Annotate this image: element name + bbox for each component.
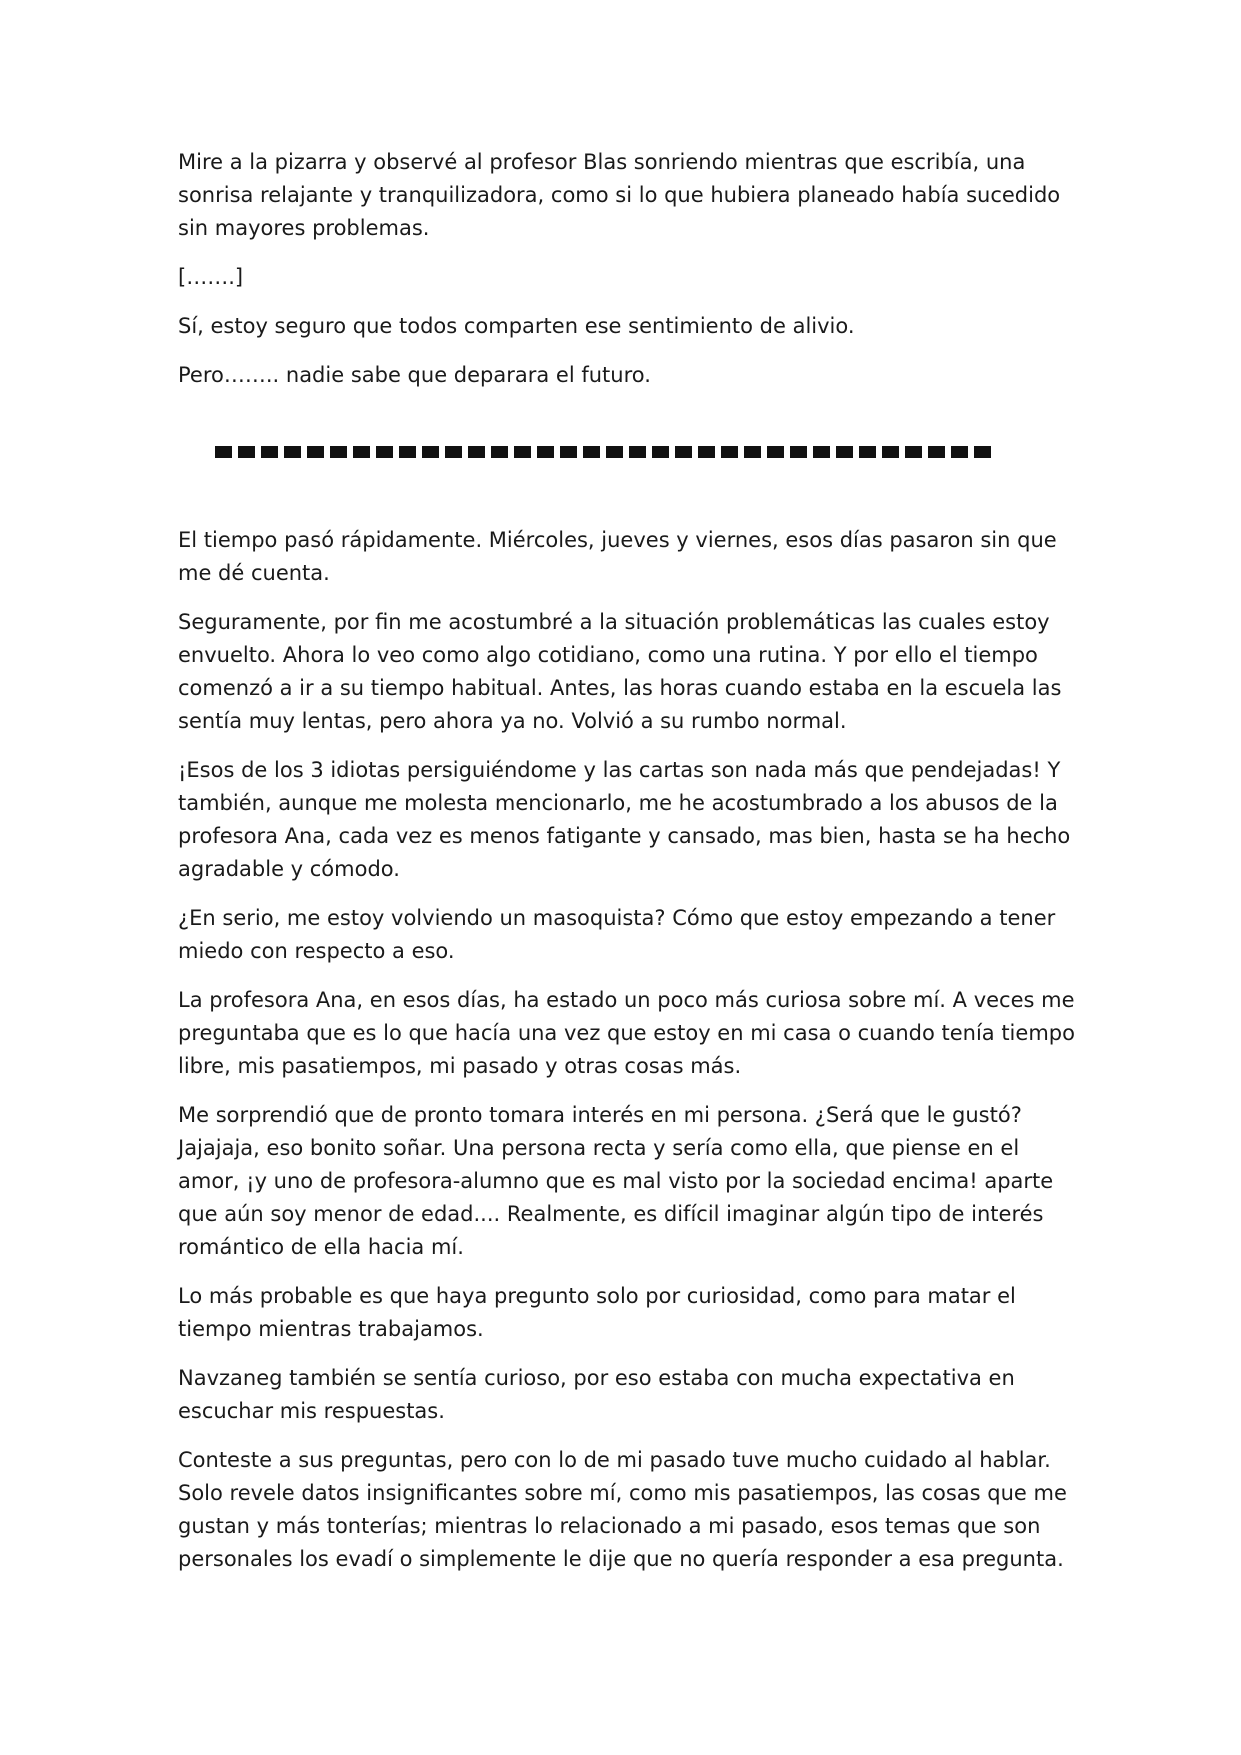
paragraph: El tiempo pasó rápidamente. Miércoles, jueves y viernes, esos días pasaron sin que me dé cuenta. (178, 528, 1057, 585)
paragraph: Conteste a sus preguntas, pero con lo de mi pasado tuve mucho cuidado al hablar. Solo revele datos insignificantes sobre mí, como mis pasatiempos, las cosas que me gustan y más tonterías; mientras lo relacionado a mi pasado, esos temas que son personales los evadí o simplemente le dije que no quería responder a esa pregunta. (178, 1448, 1067, 1571)
paragraph: Navzaneg también se sentía curioso, por eso estaba con mucha expectativa en escuchar mis respuestas. (178, 1366, 1015, 1423)
paragraph: ¿En serio, me estoy volviendo un masoquista? Cómo que estoy empezando a tener miedo con respecto a eso. (178, 906, 1056, 963)
paragraph: Mire a la pizarra y observé al profesor Blas sonriendo mientras que escribía, una sonrisa relajante y tranquilizadora, como si lo que hubiera planeado había sucedido sin mayores problemas. (178, 150, 1061, 240)
paragraph: Pero…….. nadie sabe que deparara el futuro. (178, 363, 651, 387)
paragraph: Sí, estoy seguro que todos comparten ese sentimiento de alivio. (178, 314, 855, 338)
scene-break-divider (215, 446, 992, 458)
paragraph: ¡Esos de los 3 idiotas persiguiéndome y las cartas son nada más que pendejadas! Y también, aunque me molesta mencionarlo, me he acostumbrado a los abusos de la profesora Ana, cada vez es menos fatigante y cansado, mas bien, hasta se ha hecho agradable y cómodo. (178, 758, 1071, 881)
section-before-break (178, 146, 1078, 408)
paragraph: Lo más probable es que haya pregunto solo por curiosidad, como para matar el tiempo mientras trabajamos. (178, 1284, 1016, 1341)
paragraph: Seguramente, por fin me acostumbré a la situación problemáticas las cuales estoy envuelto. Ahora lo veo como algo cotidiano, como una rutina. Y por ello el tiempo comenzó a ir a su tiempo habitual. Antes, las horas cuando estaba en la escuela las sentía muy lentas, pero ahora ya no. Volvió a su rumbo normal. (178, 610, 1062, 733)
section-after-break (178, 524, 1078, 1592)
paragraph: La profesora Ana, en esos días, ha estado un poco más curiosa sobre mí. A veces me preguntaba que es lo que hacía una vez que estoy en mi casa o cuando tenía tiempo libre, mis pasatiempos, mi pasado y otras cosas más. (178, 988, 1075, 1078)
paragraph: Me sorprendió que de pronto tomara interés en mi persona. ¿Será que le gustó? Jajajaja, eso bonito soñar. Una persona recta y sería como ella, que piense en el amor, ¡y uno de profesora-alumno que es mal visto por la sociedad encima! aparte que aún soy menor de edad.... Realmente, es difícil imaginar algún tipo de interés romántico de ella hacia mí. (178, 1103, 1054, 1259)
ellipsis-bracket: […….] (178, 265, 244, 289)
